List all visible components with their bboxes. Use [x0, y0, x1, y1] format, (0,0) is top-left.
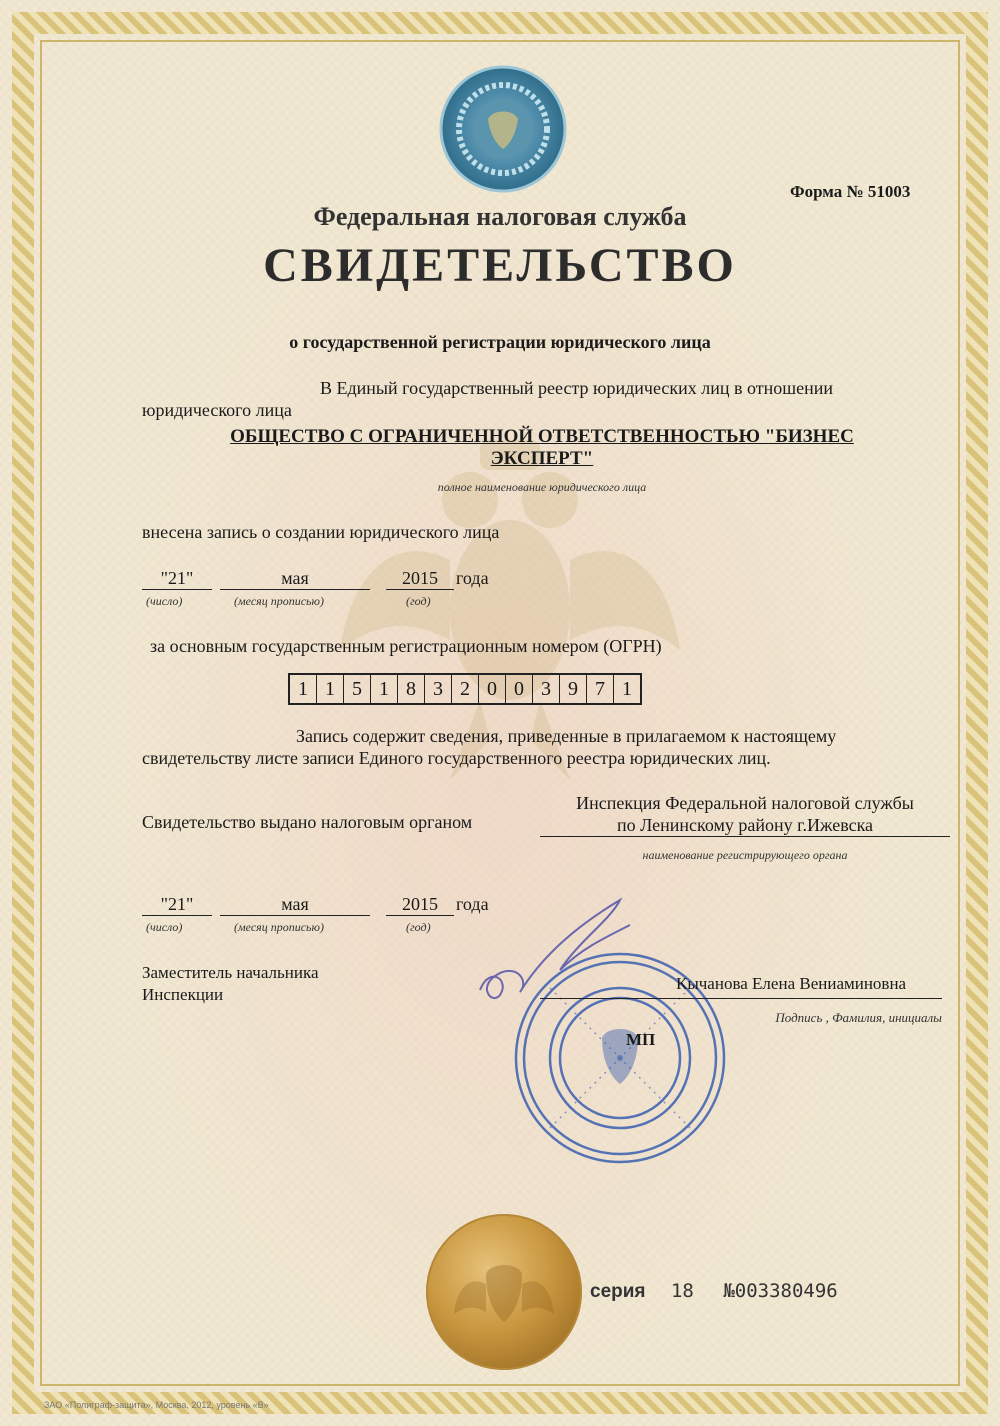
date-year: 2015	[386, 568, 454, 590]
intro-line-2: юридического лица	[142, 400, 292, 420]
date-day-caption: (число)	[146, 594, 183, 608]
entry-text: внесена запись о создании юридического лица	[142, 522, 500, 542]
authority-line-1: Инспекция Федеральной налоговой службы	[576, 793, 914, 813]
record-line-1: Запись содержит сведения, приведенные в прилагаемом к настоящему	[296, 726, 837, 746]
ogrn-digit: 2	[452, 675, 479, 703]
series-number	[590, 1280, 838, 1303]
ogrn-digit: 7	[587, 675, 614, 703]
ogrn-digit: 8	[398, 675, 425, 703]
date-month-caption: (месяц прописью)	[234, 594, 324, 608]
organization-name-caption: полное наименование юридического лица	[437, 480, 647, 494]
hologram-emblem-icon	[438, 64, 568, 194]
date-month: мая	[220, 568, 370, 590]
eagle-emboss-icon	[426, 1214, 582, 1370]
issuing-authority	[540, 792, 950, 837]
record-line-2: свидетельству листе записи Единого государственного реестра юридических лиц.	[142, 748, 771, 768]
date-year: 2015	[386, 894, 454, 916]
ogrn-digit: 0	[506, 675, 533, 703]
date-year-caption: (год)	[406, 920, 431, 934]
ogrn-digit: 3	[533, 675, 560, 703]
organization-name-line-2: ЭКСПЕРТ"	[490, 448, 594, 469]
signature-line	[540, 998, 942, 999]
ogrn-digit: 9	[560, 675, 587, 703]
date-suffix: года	[456, 894, 489, 914]
organization-name-line-1: ОБЩЕСТВО С ОГРАНИЧЕННОЙ ОТВЕТСТВЕННОСТЬЮ "БИЗНЕС	[230, 426, 854, 447]
date-year-caption: (год)	[406, 594, 431, 608]
series-value: 18	[670, 1280, 694, 1302]
ogrn-digit: 1	[317, 675, 344, 703]
position-line-1: Заместитель начальника	[142, 963, 319, 982]
ogrn-digit: 3	[425, 675, 452, 703]
ogrn-label: за основным государственным регистрационным номером (ОГРН)	[150, 636, 662, 656]
blank-number: №003380496	[723, 1280, 838, 1302]
ogrn-digit: 0	[479, 675, 506, 703]
intro-line-1: В Единый государственный реестр юридических лиц в отношении	[320, 378, 834, 398]
ogrn-digit: 1	[622, 678, 632, 700]
ogrn-number	[288, 673, 642, 705]
ogrn-digit: 5	[344, 675, 371, 703]
certificate-subtitle: о государственной регистрации юридического лица	[289, 332, 711, 352]
authority-line-2: по Ленинскому району г.Ижевска	[616, 815, 874, 835]
creation-date	[0, 568, 1000, 618]
printer-note: ЗАО «Полиграф-защита», Москва, 2012, уровень «В»	[44, 1400, 269, 1410]
position-line-2: Инспекции	[142, 985, 224, 1004]
form-number: Форма № 51003	[790, 182, 911, 201]
certificate-title: СВИДЕТЕЛЬСТВО	[263, 239, 737, 292]
organization-name	[142, 426, 942, 470]
date-day-caption: (число)	[146, 920, 183, 934]
handwritten-signature-icon	[470, 880, 640, 1010]
gold-seal-icon	[426, 1214, 582, 1370]
ogrn-digit: 1	[290, 675, 317, 703]
signature-caption: Подпись , Фамилия, инициалы	[775, 1010, 942, 1025]
date-month-caption: (месяц прописью)	[234, 920, 324, 934]
signer-position	[142, 962, 319, 1006]
ogrn-digit: 1	[371, 675, 398, 703]
agency-name: Федеральная налоговая служба	[313, 202, 687, 231]
signer-name: Кычанова Елена Вениаминовна	[676, 974, 907, 993]
date-day: "21"	[142, 894, 212, 916]
series-label: серия	[590, 1281, 646, 1302]
issued-by-label: Свидетельство выдано налоговым органом	[142, 812, 473, 832]
date-day: "21"	[142, 568, 212, 590]
seal-place-label: МП	[626, 1030, 656, 1049]
date-month: мая	[220, 894, 370, 916]
authority-caption: наименование регистрирующего органа	[642, 848, 848, 862]
date-suffix: года	[456, 568, 489, 588]
